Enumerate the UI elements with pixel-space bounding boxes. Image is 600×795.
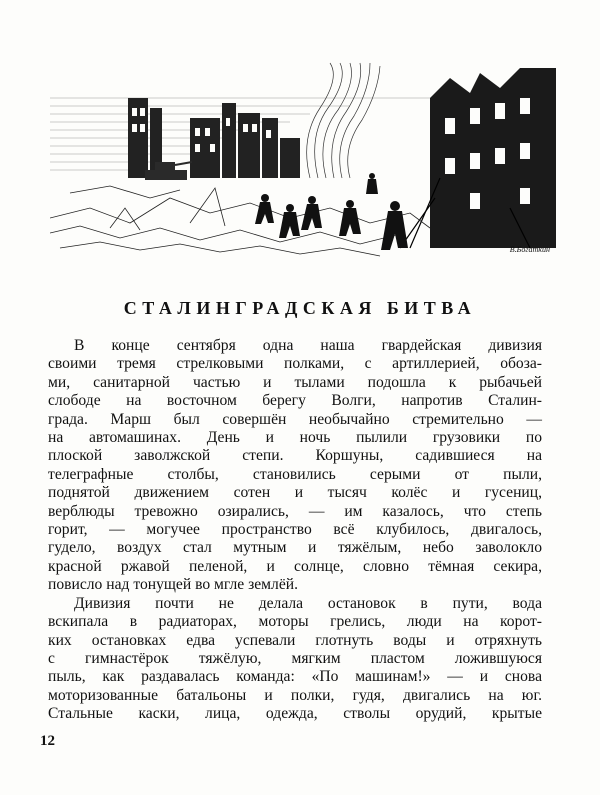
text-line: поднятой движением сотен и тысяч колёс и гусениц, — [48, 484, 542, 502]
text-line: Стальные каски, лица, одежда, стволы орудий, крытые — [48, 705, 542, 723]
chapter-text — [48, 337, 542, 724]
text-line: Дивизия почти не делала остановок в пути, вода — [74, 594, 542, 612]
text-line: красной ржавой пеленой, и солнце, словно тёмная секира, — [48, 557, 542, 575]
text-line: своими тремя стрелковыми полками, с артиллерией, обоза- — [48, 355, 542, 373]
illustrator-signature: В.Богаткин — [509, 245, 550, 254]
text-line: слободе на восточном берегу Волги, напротив Сталин- — [48, 392, 542, 410]
text-line: телеграфные столбы, становились серыми от пыли, — [48, 465, 542, 483]
text-line: повисло над тонущей во мгле землёй. — [48, 576, 298, 594]
text-line: вскипала в радиаторах, моторы грелись, люди на корот- — [48, 613, 542, 631]
ruined-city-drawing — [50, 58, 556, 258]
chapter-title: СТАЛИНГРАДСКАЯ БИТВА — [123, 298, 477, 318]
text-line: плоской заволжской степи. Коршуны, садившиеся на — [48, 447, 542, 465]
text-line: ких остановках едва успевали глотнуть воды и отряхнуть — [48, 631, 542, 649]
text-line: града. Марш был совершён необычайно стремительно — — [48, 410, 542, 428]
battle-illustration — [50, 58, 556, 258]
text-line: верблюды тревожно озирались, — им казалось, что степь — [48, 502, 542, 520]
text-line: на автомашинах. День и ночь пылили грузовики по — [48, 429, 542, 447]
text-line: с гимнастёрок тяжёлую, мягким пластом ложившуюся — [48, 649, 542, 667]
page-number: 12 — [40, 733, 55, 749]
text-line: горит, — могучее пространство всё клубилось, двигалось, — [48, 521, 542, 539]
text-line: пыль, как раздавалась команда: «По машинам!» — и снова — [48, 668, 542, 686]
text-line: В конце сентября одна наша гвардейская дивизия — [74, 337, 542, 354]
text-line: моторизованные батальоны и полки, гудя, двигались на юг. — [48, 686, 542, 704]
text-line: ми, санитарной частью и тылами подошла к рыбачьей — [48, 373, 542, 391]
text-line: гудело, воздух стал мутным и тяжёлым, небо заволокло — [48, 539, 542, 557]
